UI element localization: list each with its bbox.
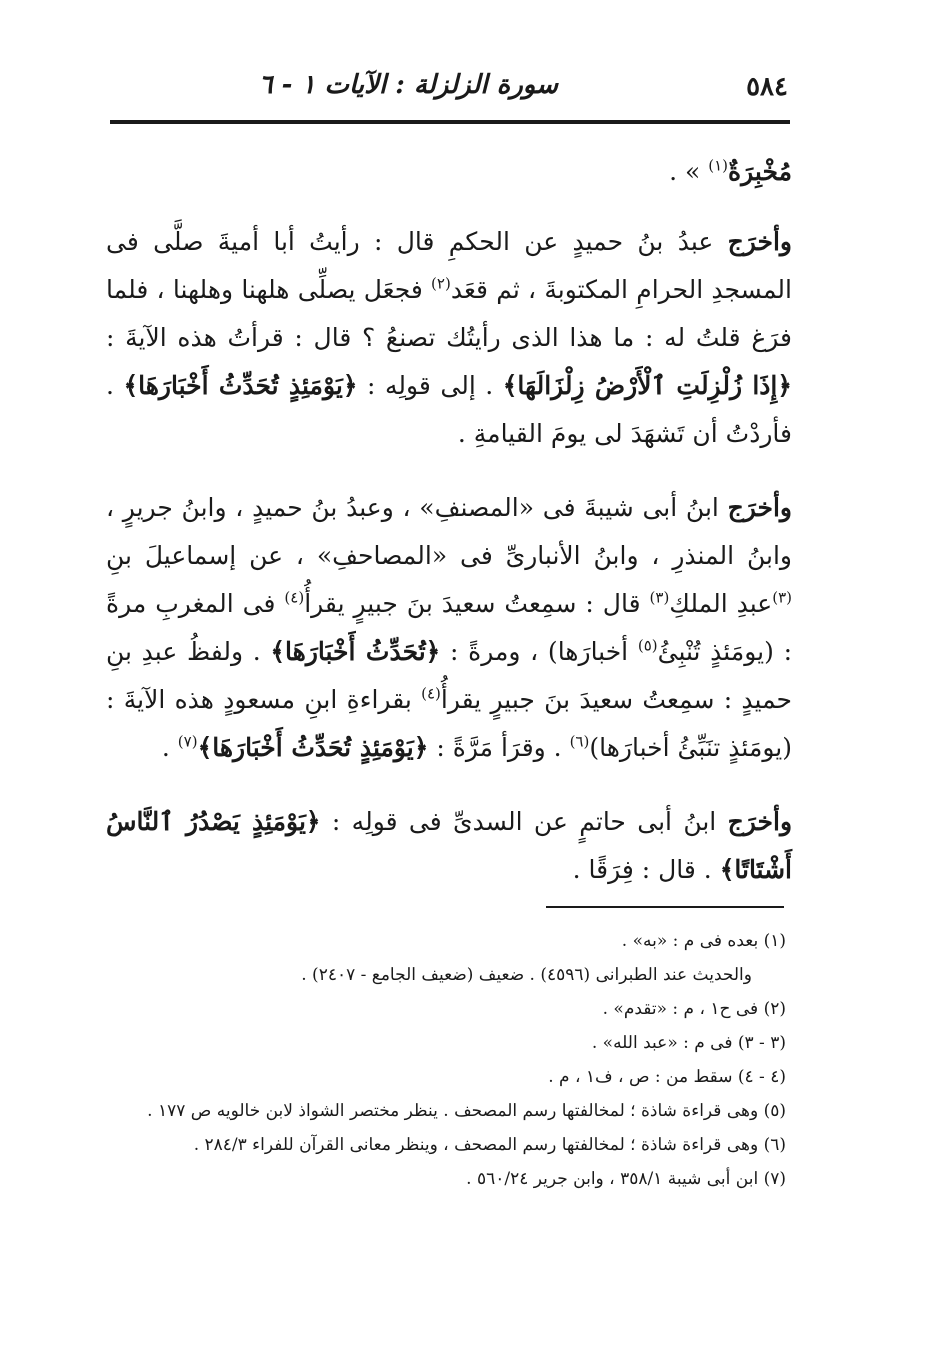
text-fragment: فجعَل يصلِّى هلهنا وهلهنا ، فلما فرَغ قلتُ له : ما هذا الذى رأيتُك تصنعُ ؟ قال : قرأتُ هذه الآيةَ :	[106, 275, 792, 352]
quran-verse: ﴿يَوْمَئِذٍ تُحَدِّثُ أَخْبَارَهَا﴾	[197, 733, 429, 762]
paragraph-continuation	[106, 148, 792, 196]
paragraph-3	[106, 798, 792, 894]
footnote-ref: (٣)	[649, 588, 670, 607]
lead-word: وأخرَج	[727, 227, 792, 256]
text-fragment: مُخْبِرَةٌ	[728, 157, 792, 186]
footnote-separator	[546, 906, 784, 908]
footnote-ref: (٥)	[637, 636, 658, 655]
text-fragment: أخبارَها) ، ومرةً :	[440, 637, 638, 666]
footnote-4: (٤ - ٤) سقط من : ص ، ف١ ، م .	[548, 1067, 786, 1087]
text-fragment: ابنُ أبى شيبةَ فى «المصنفِ» ، وعبدُ بنُ حميدٍ ، وابنُ جريرٍ ، وابنُ المنذرِ ، وابنُ الأنبارىِّ فى «المصاحفِ» ، عن إسماعيلَ بنِ	[106, 493, 792, 570]
lead-word: وأخرَج	[727, 493, 792, 522]
footnote-ref: (٦)	[569, 732, 590, 751]
text-fragment: » .	[669, 157, 709, 186]
footnote-6: (٦) وهى قراءة شاذة ؛ لمخالفتها رسم المصحف ، وينظر معانى القرآن للفراء ٢٨٤/٣ .	[193, 1135, 786, 1155]
footnote-ref: (٢)	[431, 274, 451, 293]
text-fragment: بقراءةِ ابنِ مسعودٍ هذه الآيةَ : (يومَئذٍ تنَبِّئُ أخبارَها)	[106, 685, 792, 762]
text-fragment: . وقرَأ مَرَّةً :	[428, 733, 570, 762]
footnote-5: (٥) وهى قراءة شاذة ؛ لمخالفتها رسم المصحف . ينظر مختصر الشواذ لابن خالويه ص ١٧٧ .	[147, 1101, 786, 1121]
page-header	[110, 68, 788, 108]
footnote-ref: (٤)	[421, 684, 441, 703]
text-fragment: عبدُ بنُ حميدٍ عن الحكمِ قال : رأيتُ أبا أميةَ صلَّى فى المسجدِ الحرامِ المكتوبةَ ، ثم قعَد	[106, 227, 792, 304]
quran-verse: ﴿يَوْمَئِذٍ تُحَدِّثُ أَخْبَارَهَا﴾	[123, 371, 358, 400]
main-text	[106, 148, 792, 920]
footnote-ref: (٧)	[177, 732, 198, 751]
footnote-ref: (٤)	[284, 588, 305, 607]
quran-verse: ﴿إِذَا زُلْزِلَتِ ٱلْأَرْضُ زِلْزَالَهَا﴾	[502, 371, 792, 400]
quran-verse: ﴿تُحَدِّثُ أَخْبَارَهَا﴾	[270, 637, 441, 666]
header-rule	[110, 120, 790, 124]
footnote-ref: (١)	[708, 156, 729, 175]
text-fragment: . قال : فِرَقًا .	[572, 855, 720, 884]
text-fragment: عبدِ الملكِ	[669, 589, 773, 618]
text-fragment: .	[161, 733, 178, 762]
footnote-3: (٣ - ٣) فى م : «عبد الله» .	[591, 1033, 786, 1053]
footnote-1: (١) بعده فى م : «به» .	[621, 931, 786, 951]
text-fragment: . فأردْتُ أن تَشهَدَ لى يومَ القيامةِ .	[106, 371, 792, 448]
running-title: سورة الزلزلة : الآيات ١ - ٦	[258, 70, 558, 100]
footnotes	[130, 924, 786, 1196]
lead-word: وأخرَج	[727, 807, 793, 836]
text-fragment: ابنُ أبى حاتمٍ عن السدىِّ فى قولِه :	[320, 807, 728, 836]
quran-verse: ﴿يَوْمَئِذٍ يَصْدُرُ ٱلنَّاسُ أَشْتَاتًا﴾	[106, 807, 792, 884]
footnote-7: (٧) ابن أبى شيبة ٣٥٨/١ ، وابن جرير ٥٦٠/٢٤ .	[466, 1169, 786, 1189]
paragraph-2	[106, 484, 792, 772]
text-fragment: قال : سمِعتُ سعيدَ بنَ جبيرٍ يقرأُ	[304, 589, 650, 618]
footnote-2: (٢) فى ح١ ، م : «تقدم» .	[602, 999, 786, 1019]
text-fragment: فى المغربِ مرةً : (يومَئذٍ تُنْبِئُ	[106, 589, 792, 666]
footnote-ref: (٣)	[772, 588, 792, 607]
footnote-1-continuation: والحديث عند الطبرانى (٤٥٩٦) . ضعيف (ضعيف الجامع - ٢٤٠٧) .	[301, 965, 752, 985]
text-fragment: . ولفظُ عبدِ بنِ حميدٍ : سمِعتُ سعيدَ بنَ جبيرٍ يقرأُ	[106, 637, 792, 714]
paragraph-1	[106, 218, 792, 458]
text-fragment: . إلى قولِه :	[357, 371, 503, 400]
page-number: ٥٨٤	[746, 72, 788, 102]
